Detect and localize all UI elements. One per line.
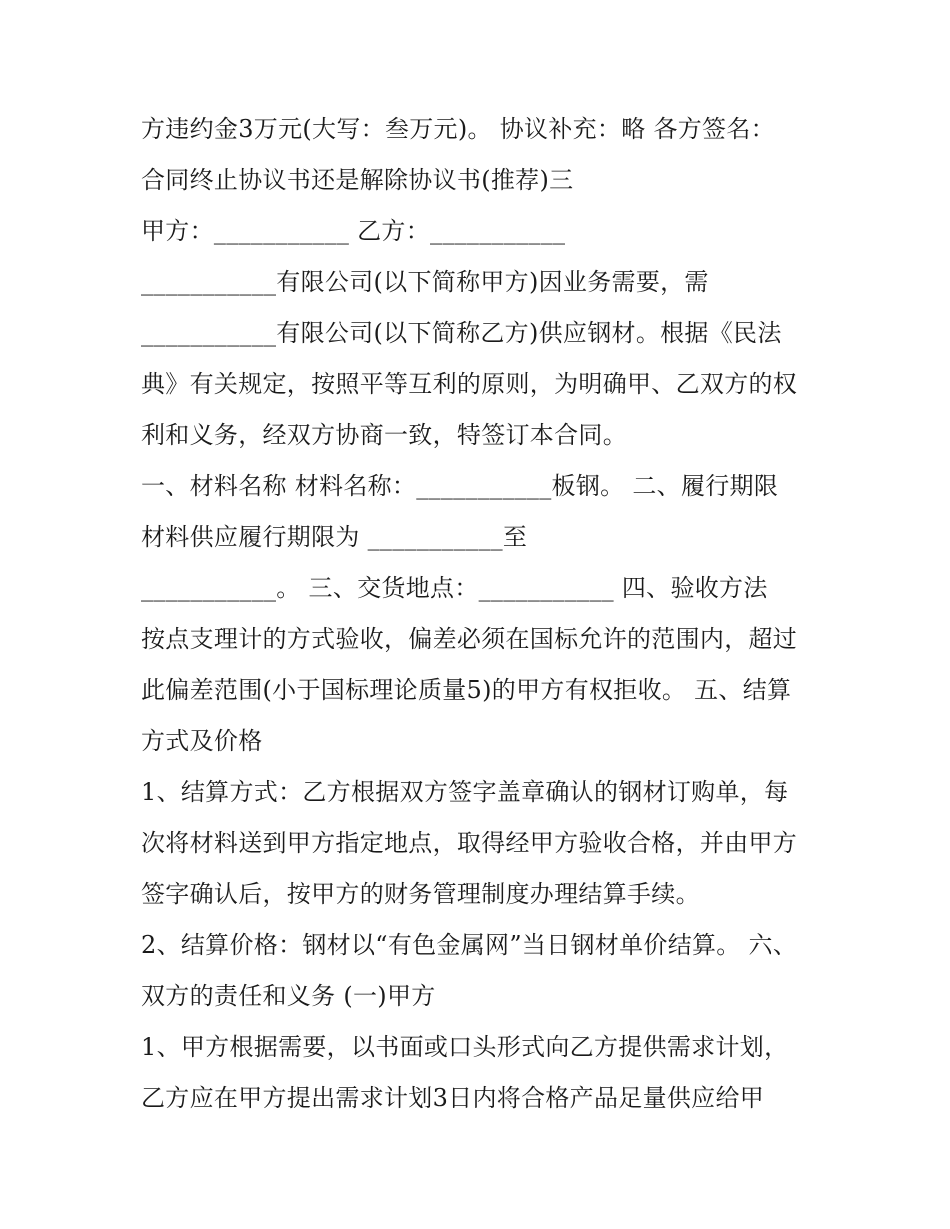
document-body	[141, 104, 831, 1124]
text-line: 1、结算方式：乙方根据双方签字盖章确认的钢材订购单，每	[141, 778, 789, 806]
text-line: 1、甲方根据需要，以书面或口头形式向乙方提供需求计划，	[141, 1033, 789, 1061]
text-line: 次将材料送到甲方指定地点，取得经甲方验收合格，并由甲方	[141, 829, 798, 857]
text-line: 典》有关规定，按照平等互利的原则，为明确甲、乙双方的权	[141, 370, 798, 398]
text-line: ___________有限公司(以下简称甲方)因业务需要，需	[141, 268, 709, 296]
text-line: 一、材料名称 材料名称：___________板钢。 二、履行期限	[141, 472, 779, 500]
text-line: 乙方应在甲方提出需求计划3日内将合格产品足量供应给甲	[141, 1084, 765, 1112]
text-line: 方式及价格	[141, 727, 263, 755]
text-line: 合同终止协议书还是解除协议书(推荐)三	[141, 166, 574, 194]
text-line: 签字确认后，按甲方的财务管理制度办理结算手续。	[141, 880, 700, 908]
text-line: 方违约金3万元(大写：叁万元)。 协议补充：略 各方签名：	[141, 115, 775, 143]
text-line: 2、结算价格：钢材以“有色金属网”当日钢材单价结算。 六、	[141, 931, 798, 959]
text-line: 按点支理计的方式验收，偏差必须在国标允许的范围内，超过	[141, 625, 798, 653]
text-line: ___________有限公司(以下简称乙方)供应钢材。根据《民法	[141, 319, 782, 347]
text-line: 此偏差范围(小于国标理论质量5)的甲方有权拒收。 五、结算	[141, 676, 792, 704]
text-line: 双方的责任和义务 (一)甲方	[141, 982, 436, 1010]
text-line: 材料供应履行期限为 ___________至	[141, 523, 528, 551]
text-line: ___________。 三、交货地点：___________ 四、验收方法	[141, 574, 768, 602]
text-line: 利和义务，经双方协商一致，特签订本合同。	[141, 421, 627, 449]
text-line: 甲方：___________ 乙方：___________	[141, 217, 566, 245]
